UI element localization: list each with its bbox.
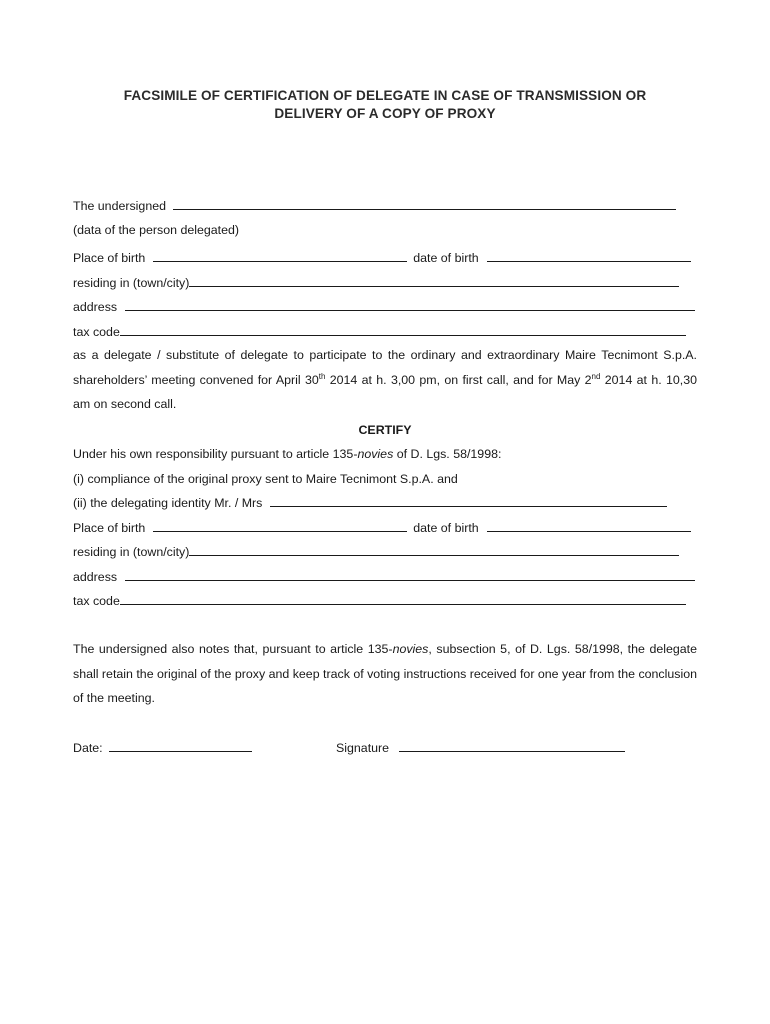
document-title <box>60 87 710 123</box>
tax-code-label: tax code <box>73 325 120 339</box>
date-of-birth-field[interactable] <box>487 250 691 262</box>
certify-intro-italic: novies <box>357 447 394 461</box>
certify-address-row <box>73 569 695 585</box>
certify-intro-before: Under his own responsibility pursuant to article 135- <box>73 447 358 461</box>
certify-item-1: (i) compliance of the original proxy sent to Maire Tecnimont S.p.A. and <box>73 472 458 486</box>
certify-birth-row <box>73 520 691 536</box>
delegate-residing-row <box>73 275 679 291</box>
certify-residing-label: residing in (town/city) <box>73 545 190 559</box>
undersigned-field[interactable] <box>173 198 676 210</box>
undersigned-row <box>73 198 676 214</box>
note-after: , subsection 5, of D. Lgs. 58/1998, the delegate shall retain the original of the proxy and keep track of voting instructions received for one year from the conclusion of the meeting. <box>73 642 697 705</box>
delegate-birth-row <box>73 250 691 266</box>
date-label: Date: <box>73 741 103 755</box>
note-italic: novies <box>392 642 429 656</box>
delegate-statement <box>73 343 697 417</box>
certify-place-of-birth-label: Place of birth <box>73 521 146 535</box>
delegate-tax-code-row <box>73 324 686 340</box>
date-of-birth-label: date of birth <box>413 251 479 265</box>
certify-residing-row <box>73 544 679 560</box>
certify-tax-code-label: tax code <box>73 594 120 608</box>
address-field[interactable] <box>125 299 695 311</box>
undersigned-label: The undersigned <box>73 199 166 213</box>
statement-part-3: 2014 at h. 10,30 am on second call. <box>73 372 697 411</box>
tax-code-field[interactable] <box>120 324 686 336</box>
statement-sup-1: th <box>318 371 326 381</box>
place-of-birth-label: Place of birth <box>73 251 146 265</box>
place-of-birth-field[interactable] <box>153 250 407 262</box>
delegating-identity-label: (ii) the delegating identity Mr. / Mrs <box>73 496 263 510</box>
certify-heading: CERTIFY <box>358 423 412 437</box>
residing-label: residing in (town/city) <box>73 276 190 290</box>
certify-tax-code-row <box>73 593 686 609</box>
delegating-identity-field[interactable] <box>270 495 667 507</box>
residing-field[interactable] <box>189 275 679 287</box>
certify-residing-field[interactable] <box>189 544 679 556</box>
signature-field[interactable] <box>399 740 625 752</box>
delegating-identity-row <box>73 495 667 511</box>
certify-date-of-birth-label: date of birth <box>413 521 479 535</box>
delegate-data-note: (data of the person delegated) <box>73 223 240 237</box>
certify-place-of-birth-field[interactable] <box>153 520 407 532</box>
statement-part-2: 2014 at h. 3,00 pm, on first call, and for May 2 <box>325 372 592 387</box>
note-before: The undersigned also notes that, pursuant to article 135- <box>73 642 393 656</box>
title-line-2: DELIVERY OF A COPY OF PROXY <box>274 106 496 121</box>
signature-label: Signature <box>336 741 390 755</box>
statement-sup-2: nd <box>591 371 601 381</box>
address-label: address <box>73 300 118 314</box>
certify-intro <box>73 446 501 462</box>
certify-address-label: address <box>73 570 118 584</box>
date-field[interactable] <box>109 740 252 752</box>
certify-address-field[interactable] <box>125 569 695 581</box>
signature-row <box>336 740 625 756</box>
certify-intro-after: of D. Lgs. 58/1998: <box>393 447 502 461</box>
statement-part-1: as a delegate / substitute of delegate to participate to the ordinary and extraordinary Maire Tecnimont S.p.A. shareholders’ meeting convened for April 30 <box>73 348 697 387</box>
date-row <box>73 740 252 756</box>
certify-tax-code-field[interactable] <box>120 593 686 605</box>
delegate-address-row <box>73 299 695 315</box>
note-paragraph <box>73 637 697 711</box>
certify-date-of-birth-field[interactable] <box>487 520 691 532</box>
title-line-1: FACSIMILE OF CERTIFICATION OF DELEGATE IN CASE OF TRANSMISSION OR <box>123 88 647 103</box>
